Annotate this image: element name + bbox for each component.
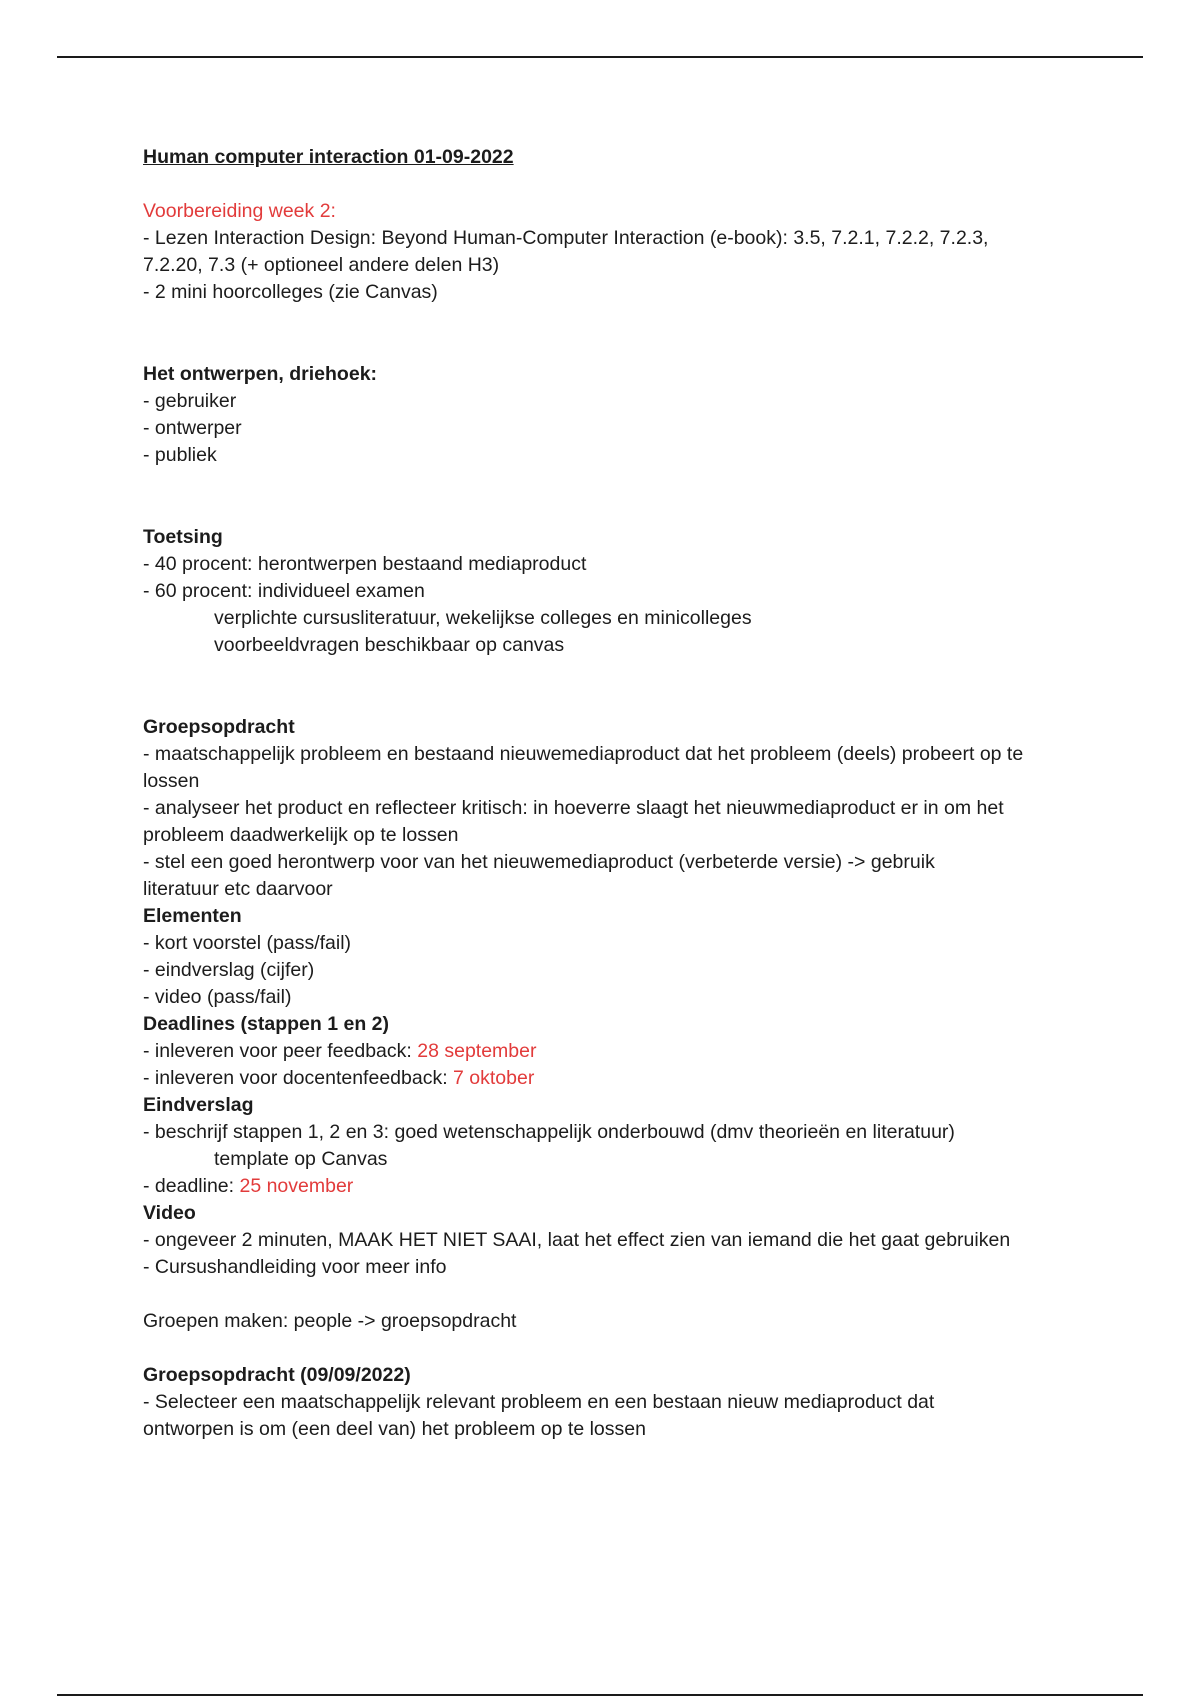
group-assignment-heading: Groepsopdracht [143, 716, 295, 738]
final-report-item: - beschrijf stappen 1, 2 en 3: goed wetenschappelijk onderbouwd (dmv theorieën en literatuur) [143, 1121, 955, 1143]
teacher-feedback-deadline [143, 1065, 1143, 1092]
design-item: - ontwerper [143, 417, 242, 439]
deadline-label: - inleveren voor peer feedback: [143, 1040, 418, 1062]
final-report-deadline [143, 1173, 1143, 1200]
group-assignment-item: - stel een goed herontwerp voor van het nieuwemediaproduct (verbeterde versie) -> gebruik literatuur etc daarvoor [143, 851, 935, 900]
elements-item: - video (pass/fail) [143, 986, 292, 1008]
top-rule [57, 56, 1143, 58]
assessment-sub-item: verplichte cursusliteratuur, wekelijkse colleges en minicolleges [214, 607, 752, 629]
design-heading: Het ontwerpen, driehoek: [143, 363, 378, 385]
video-item: - Cursushandleiding voor meer info [143, 1256, 447, 1278]
peer-feedback-deadline [143, 1038, 1143, 1065]
prep-item: - Lezen Interaction Design: Beyond Human-Computer Interaction (e-book): 3.5, 7.2.1, 7.2.2, 7.2.3, 7.2.20, 7.3 (+ optioneel andere delen H3) [143, 227, 989, 276]
final-report-sub-item: template op Canvas [214, 1148, 388, 1170]
design-item: - gebruiker [143, 390, 237, 412]
deadlines-heading: Deadlines (stappen 1 en 2) [143, 1013, 389, 1035]
assessment-heading: Toetsing [143, 526, 223, 548]
video-heading: Video [143, 1202, 196, 1224]
assessment-item: - 40 procent: herontwerpen bestaand mediaproduct [143, 553, 587, 575]
final-report-heading: Eindverslag [143, 1094, 254, 1116]
prep-item: - 2 mini hoorcolleges (zie Canvas) [143, 281, 438, 303]
document-title: Human computer interaction 01-09-2022 [143, 146, 514, 168]
group-assignment-item: - analyseer het product en reflecteer kritisch: in hoeverre slaagt het nieuwmediaproduct er in om het probleem daadwerkelijk op te lossen [143, 797, 1004, 846]
group-assignment-item: - maatschappelijk probleem en bestaand nieuwemediaproduct dat het probleem (deels) probeert op te lossen [143, 743, 1024, 792]
deadline-date: 28 september [417, 1040, 537, 1062]
groups-note: Groepen maken: people -> groepsopdracht [143, 1310, 517, 1332]
elements-heading: Elementen [143, 905, 242, 927]
assessment-item: - 60 procent: individueel examen [143, 580, 425, 602]
bottom-rule [57, 1694, 1143, 1696]
group-assignment-2-heading: Groepsopdracht (09/09/2022) [143, 1364, 411, 1386]
deadline-label: - deadline: [143, 1175, 240, 1197]
deadline-date: 7 oktober [453, 1067, 535, 1089]
elements-item: - eindverslag (cijfer) [143, 959, 315, 981]
deadline-label: - inleveren voor docentenfeedback: [143, 1067, 454, 1089]
video-item: - ongeveer 2 minuten, MAAK HET NIET SAAI, laat het effect zien van iemand die het gaat gebruiken [143, 1229, 1011, 1251]
group-assignment-2-item: - Selecteer een maatschappelijk relevant probleem en een bestaan nieuw mediaproduct dat ontworpen is om (een deel van) het probleem op te lossen [143, 1391, 935, 1440]
deadline-date: 25 november [239, 1175, 354, 1197]
design-item: - publiek [143, 444, 217, 466]
assessment-sub-item: voorbeeldvragen beschikbaar op canvas [214, 634, 565, 656]
prep-heading: Voorbereiding week 2: [143, 200, 336, 222]
elements-item: - kort voorstel (pass/fail) [143, 932, 352, 954]
document-page [143, 144, 1143, 1443]
